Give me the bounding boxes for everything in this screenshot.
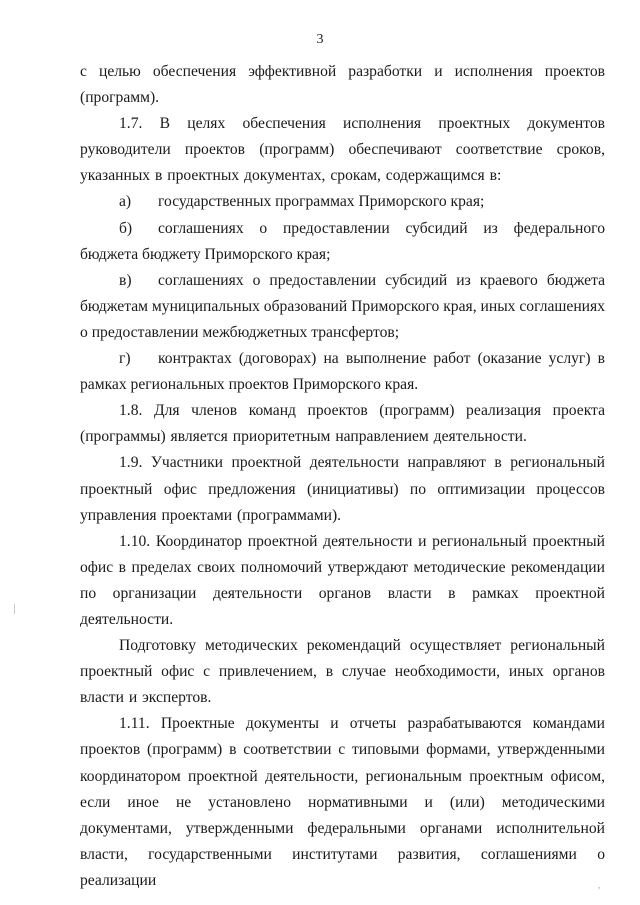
paragraph-1-7: 1.7. В целях обеспечения исполнения проектных документов руководители проектов (программ) обеспечивают соответствие сроков, указанных в проектных документах, срокам, содержащимся в: — [80, 115, 605, 185]
list-item-g — [80, 346, 605, 398]
paragraph-methodology: Подготовку методических рекомендаций осуществляет региональный проектный офис с привлечением, в случае необходимости, иных органов власти и экспертов. — [80, 637, 605, 707]
paragraph-1-10: 1.10. Координатор проектной деятельности и региональный проектный офис в пределах своих полномочий утверждают методические рекомендации по организации деятельности органов власти в рамках проектной деятельности. — [80, 532, 605, 628]
paragraph-1-9: 1.9. Участники проектной деятельности направляют в региональный проектный офис предложения (инициативы) по оптимизации процессов управления проектами (программами). — [80, 454, 605, 524]
list-item-text: государственных программах Приморского края; — [158, 193, 485, 211]
paragraph-1-11: 1.11. Проектные документы и отчеты разрабатываются командами проектов (программ) в соответствии с типовыми формами, утвержденными координатором проектной деятельности, региональным проектным офисом, если иное не установлено нормативными и (или) методическими документами, утвержденными федеральными органами исполнительной власти, государственными институтами развития, соглашениями о реализации — [80, 715, 605, 889]
scan-artifact-corner: , — [598, 880, 601, 890]
list-item-text: контрактах (договорах) на выполнение работ (оказание услуг) в рамках региональных проектов Приморского края. — [80, 350, 605, 394]
list-marker: а) — [119, 193, 132, 211]
paragraph-continuation: с целью обеспечения эффективной разработки и исполнения проектов (программ). — [80, 63, 605, 107]
scan-artifact-mark — [14, 604, 15, 614]
list-item-text: соглашениях о предоставлении субсидий из федерального бюджета бюджету Приморского края; — [80, 219, 605, 263]
list-marker: б) — [119, 219, 133, 237]
list-marker: г) — [119, 350, 131, 368]
paragraph-1-8: 1.8. Для членов команд проектов (программ) реализация проекта (программы) является приоритетным направлением деятельности. — [80, 402, 605, 446]
list-item-text: соглашениях о предоставлении субсидий из краевого бюджета бюджетам муниципальных образований Приморского края, иных соглашениях о предоставлении межбюджетных трансфертов; — [80, 271, 605, 341]
list-item-b — [80, 216, 605, 268]
list-item-a — [80, 189, 605, 215]
document-body — [80, 59, 605, 894]
list-marker: в) — [119, 271, 132, 289]
list-item-v — [80, 268, 605, 346]
page-number: 3 — [316, 32, 324, 47]
